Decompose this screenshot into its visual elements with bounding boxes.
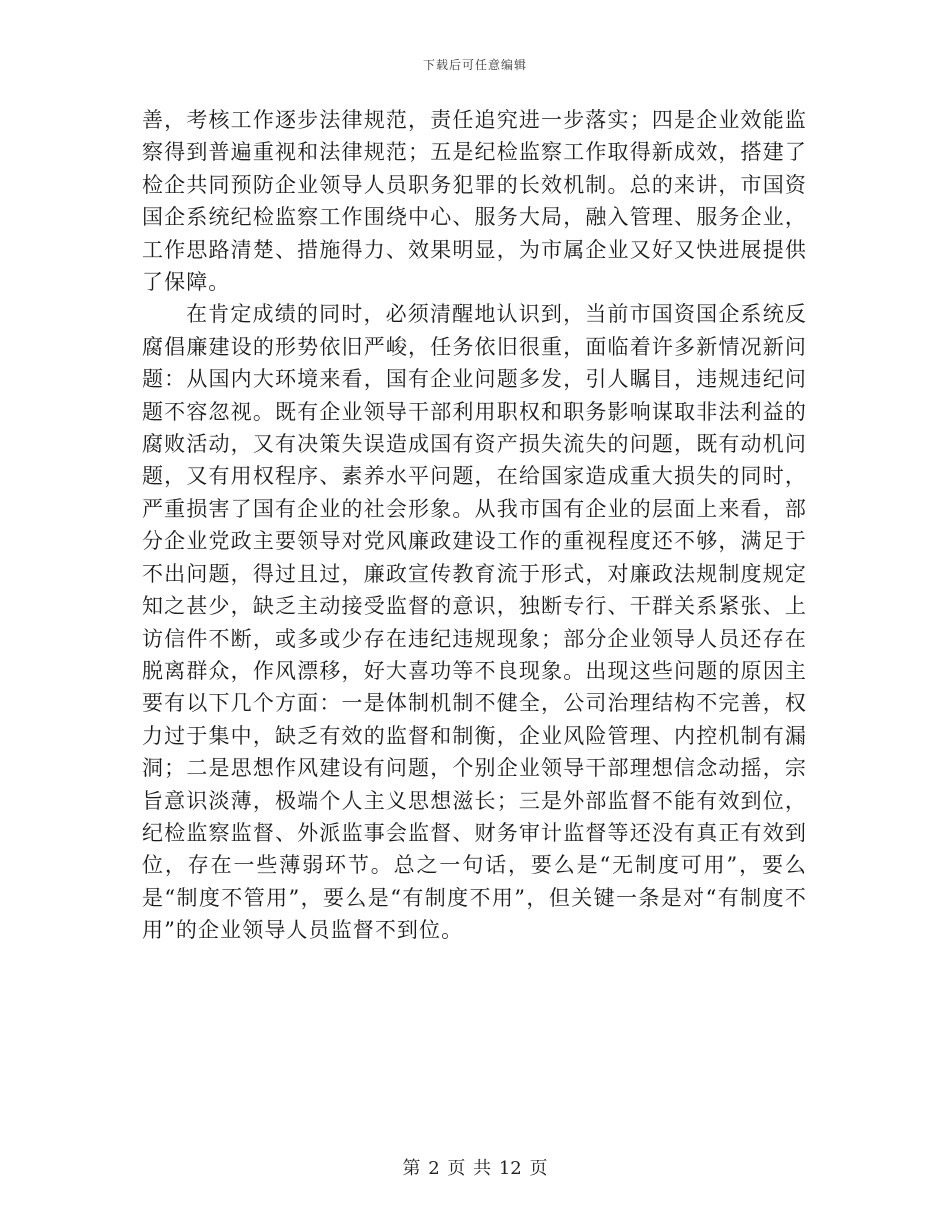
paragraph-main: 在肯定成绩的同时，必须清醒地认识到，当前市国资国企系统反腐倡廉建设的形势依旧严峻，任务依旧很重，面临着许多新情况新问题：从国内大环境来看，国有企业问题多发，引人瞩目，违规违纪问题不容忽视。既有企业领导干部利用职权和职务影响谋取非法利益的腐败活动，又有决策失误造成国有资产损失流失的问题，既有动机问题，又有用权程序、素养水平问题，在给国家造成重大损失的同时，严重损害了国有企业的社会形象。从我市国有企业的层面上来看，部分企业党政主要领导对党风廉政建设工作的重视程度还不够，满足于不出问题，得过且过，廉政宣传教育流于形式，对廉政法规制度规定知之甚少，缺乏主动接受监督的意识，独断专行、干群关系紧张、上访信件不断，或多或少存在违纪违规现象；部分企业领导人员还存在脱离群众，作风漂移，好大喜功等不良现象。出现这些问题的原因主要有以下几个方面：一是体制机制不健全，公司治理结构不完善，权力过于集中，缺乏有效的监督和制衡，企业风险管理、内控机制有漏洞；二是思想作风建设有问题，个别企业领导干部理想信念动摇，宗旨意识淡薄，极端个人主义思想滋长；三是外部监督不能有效到位，纪检监察监督、外派监事会监督、财务审计监督等还没有真正有效到位，存在一些薄弱环节。总之一句话，要么是“无制度可用”，要么是“制度不管用”，要么是“有制度不用”，但关键一条是对“有制度不用”的企业领导人员监督不到位。	[142, 302, 807, 943]
page-footer-page-number: 第 2 页 共 12 页	[402, 1158, 548, 1179]
page-header: 下载后可任意编辑	[422, 58, 527, 72]
document-body	[142, 104, 807, 947]
paragraph-continuation: 善，考核工作逐步法律规范，责任追究进一步落实；四是企业效能监察得到普遍重视和法律规范；五是纪检监察工作取得新成效，搭建了检企共同预防企业领导人员职务犯罪的长效机制。总的来讲，市国资国企系统纪检监察工作围绕中心、服务大局，融入管理、服务企业，工作思路清楚、措施得力、效果明显，为市属企业又好又快进展提供了保障。	[142, 108, 807, 295]
